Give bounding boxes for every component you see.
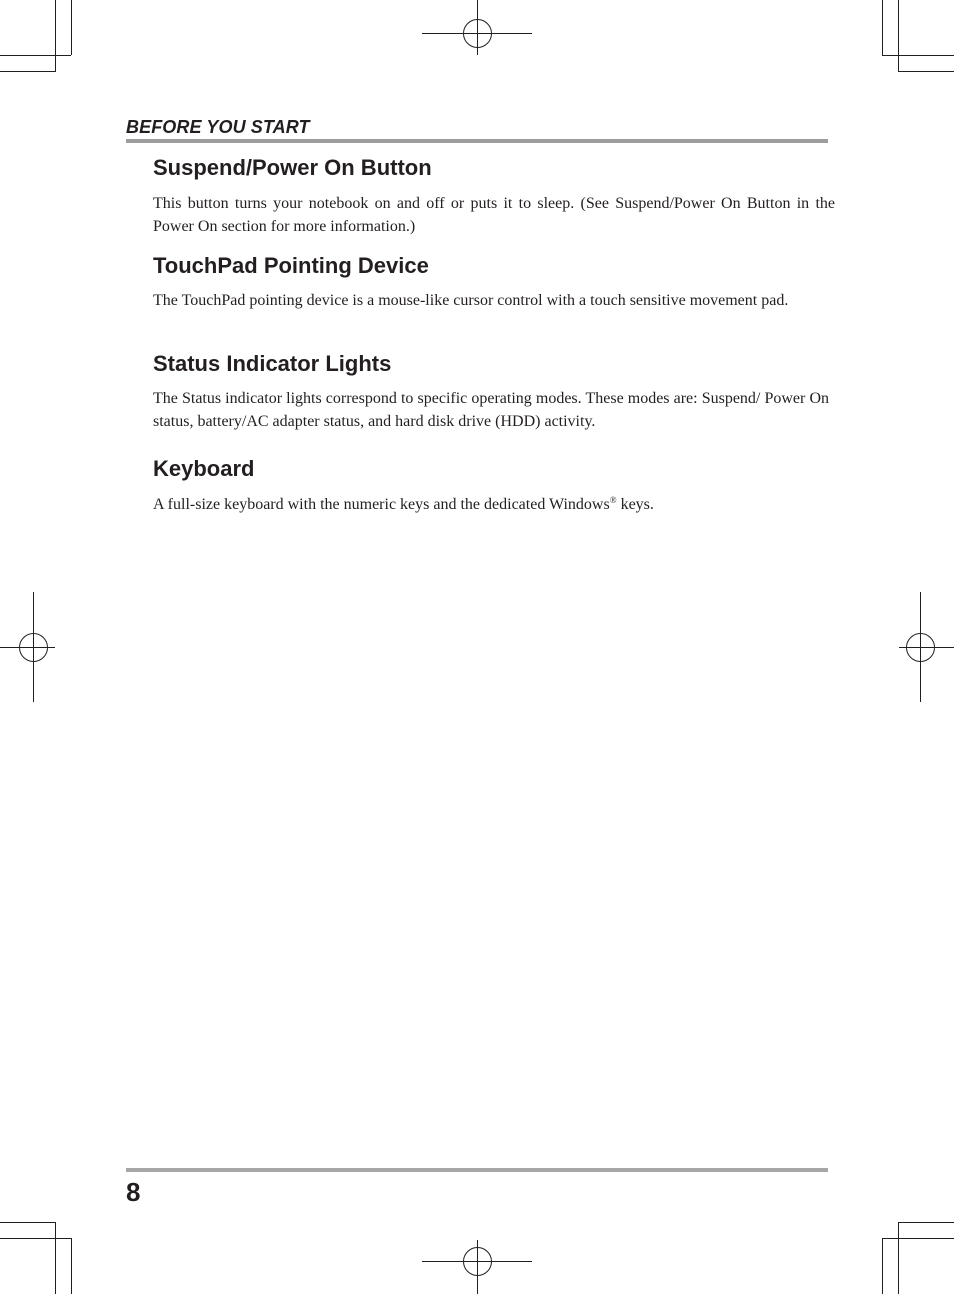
heading-status-indicator-lights: Status Indicator Lights — [153, 351, 392, 376]
keyboard-text-start: A full-size keyboard with the numeric keys and the dedicated Windows — [153, 496, 610, 513]
paragraph-suspend-power-on-button: This button turns your notebook on and off or puts it to sleep. (See Suspend/Power On Button in the Power On section for more information.) — [153, 195, 835, 235]
paragraph-status-indicator-lights: The Status indicator lights correspond to specific operating modes. These modes are: Suspend/ Power On status, battery/AC adapter status, and hard disk drive (HDD) activity. — [153, 390, 829, 430]
header-rule — [126, 139, 828, 143]
paragraph-touchpad-pointing-device: The TouchPad pointing device is a mouse-like cursor control with a touch sensitive movement pad. — [153, 292, 789, 309]
heading-touchpad-pointing-device: TouchPad Pointing Device — [153, 253, 429, 278]
heading-keyboard: Keyboard — [153, 456, 255, 481]
footer-rule — [126, 1168, 828, 1172]
paragraph-keyboard — [153, 493, 835, 516]
running-head: BEFORE YOU START — [126, 117, 310, 137]
registered-trademark-mark: ® — [609, 495, 617, 505]
heading-suspend-power-on-button: Suspend/Power On Button — [153, 155, 432, 180]
page-number: 8 — [126, 1177, 141, 1207]
keyboard-text-end: keys. — [616, 496, 654, 513]
